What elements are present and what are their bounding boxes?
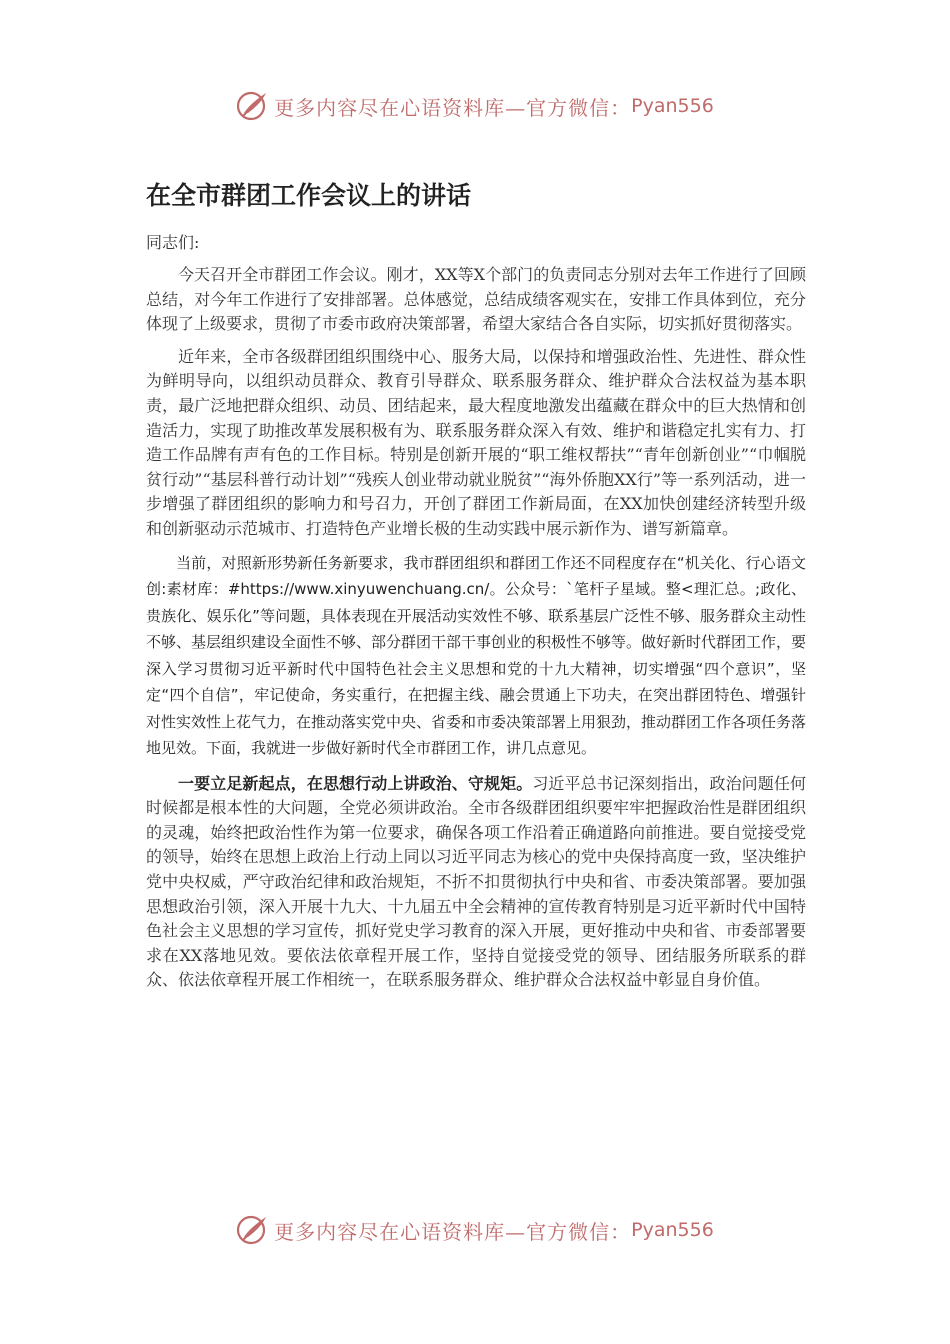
section-1-lead: 一要立足新起点，在思想行动上讲政治、守规矩。 (178, 773, 533, 793)
salutation: 同志们: (146, 233, 200, 252)
document-body (146, 231, 806, 1001)
footer-watermark-banner (0, 1210, 950, 1250)
banner-text: 更多内容尽在心语资料库—官方微信： (274, 1219, 632, 1244)
banner-wechat-id: Pyan556 (631, 1219, 714, 1241)
paragraph-intro: 今天召开全市群团工作会议。刚才，XX等X个部门的负责同志分别对去年工作进行了回顾总结，对今年工作进行了安排部署。总体感觉，总结成绩客观实在，安排工作具体到位，充分体现了上级要求，贯彻了市委市政府决策部署，希望大家结合各自实际，切实抓好贯彻落实。 (146, 265, 806, 334)
document-title: 在全市群团工作会议上的讲话 (146, 181, 472, 210)
banner-wechat-id: Pyan556 (631, 95, 714, 117)
header-watermark-banner (0, 86, 950, 126)
paragraph-section-1 (146, 772, 806, 993)
quill-logo-icon (236, 1213, 270, 1247)
paragraph-achievements: 近年来，全市各级群团组织围绕中心、服务大局，以保持和增强政治性、先进性、群众性为鲜明导向，以组织动员群众、教育引导群众、联系服务群众、维护群众合法权益为基本职责，最广泛地把群众组织、动员、团结起来，最大程度地激发出蕴藏在群众中的巨大热情和创造活力，实现了助推改革发展积极有为、联系服务群众深入有效、维护和谐稳定扎实有力、打造工作品牌有声有色的工作目标。特别是创新开展的“职工维权帮扶”“青年创新创业”“巾帼脱贫行动”“基层科普行动计划”“残疾人创业带动就业脱贫”“海外侨胞XX行”等一系列活动，进一步增强了群团组织的影响力和号召力，开创了群团工作新局面，在XX加快创建经济转型升级和创新驱动示范城市、打造特色产业增长极的生动实践中展示新作为、谱写新篇章。 (146, 346, 806, 538)
quill-logo-icon (236, 89, 270, 123)
banner-text: 更多内容尽在心语资料库—官方微信： (274, 95, 632, 120)
section-1-body: 习近平总书记深刻指出，政治问题任何时候都是根本性的大问题，全党必须讲政治。全市各级群团组织要牢牢把握政治性是群团组织的灵魂，始终把政治性作为第一位要求，确保各项工作沿着正确道路向前推进。要自觉接受党的领导，始终在思想上政治上行动上同以习近平同志为核心的党中央保持高度一致，坚决维护党中央权威，严守政治纪律和政治规矩，不折不扣贯彻执行中央和省、市委决策部署。要加强思想政治引领，深入开展十九大、十九届五中全会精神的宣传教育特别是习近平新时代中国特色社会主义思想的学习宣传，抓好党史学习教育的深入开展，更好推动中央和省、市委部署要求在XX落地见效。要依法依章程开展工作，坚持自觉接受党的领导、团结服务所联系的群众、依法依章程开展工作相统一，在联系服务群众、维护群众合法权益中彰显自身价值。 (146, 773, 806, 990)
paragraph-current-issues: 当前，对照新形势新任务新要求，我市群团组织和群团工作还不同程度存在“机关化、行心语文创:素材库：#https://www.xinyuwenchuang.cn/。公众号：`笔杆子星域。整<理汇总。;政化、贵族化、娱乐化”等问题，具体表现在开展活动实效性不够、联系基层广泛性不够、服务群众主动性不够、基层组织建设全面性不够、部分群团干部干事创业的积极性不够等。做好新时代群团工作，要深入学习贯彻习近平新时代中国特色社会主义思想和党的十九大精神，切实增强“四个意识”，坚定“四个自信”，牢记使命，务实重行，在把握主线、融会贯通上下功夫，在突出群团特色、增强针对性实效性上花气力，在推动落实党中央、省委和市委决策部署上用狠劲，推动群团工作各项任务落地见效。下面，我就进一步做好新时代全市群团工作，讲几点意见。 (146, 553, 807, 758)
